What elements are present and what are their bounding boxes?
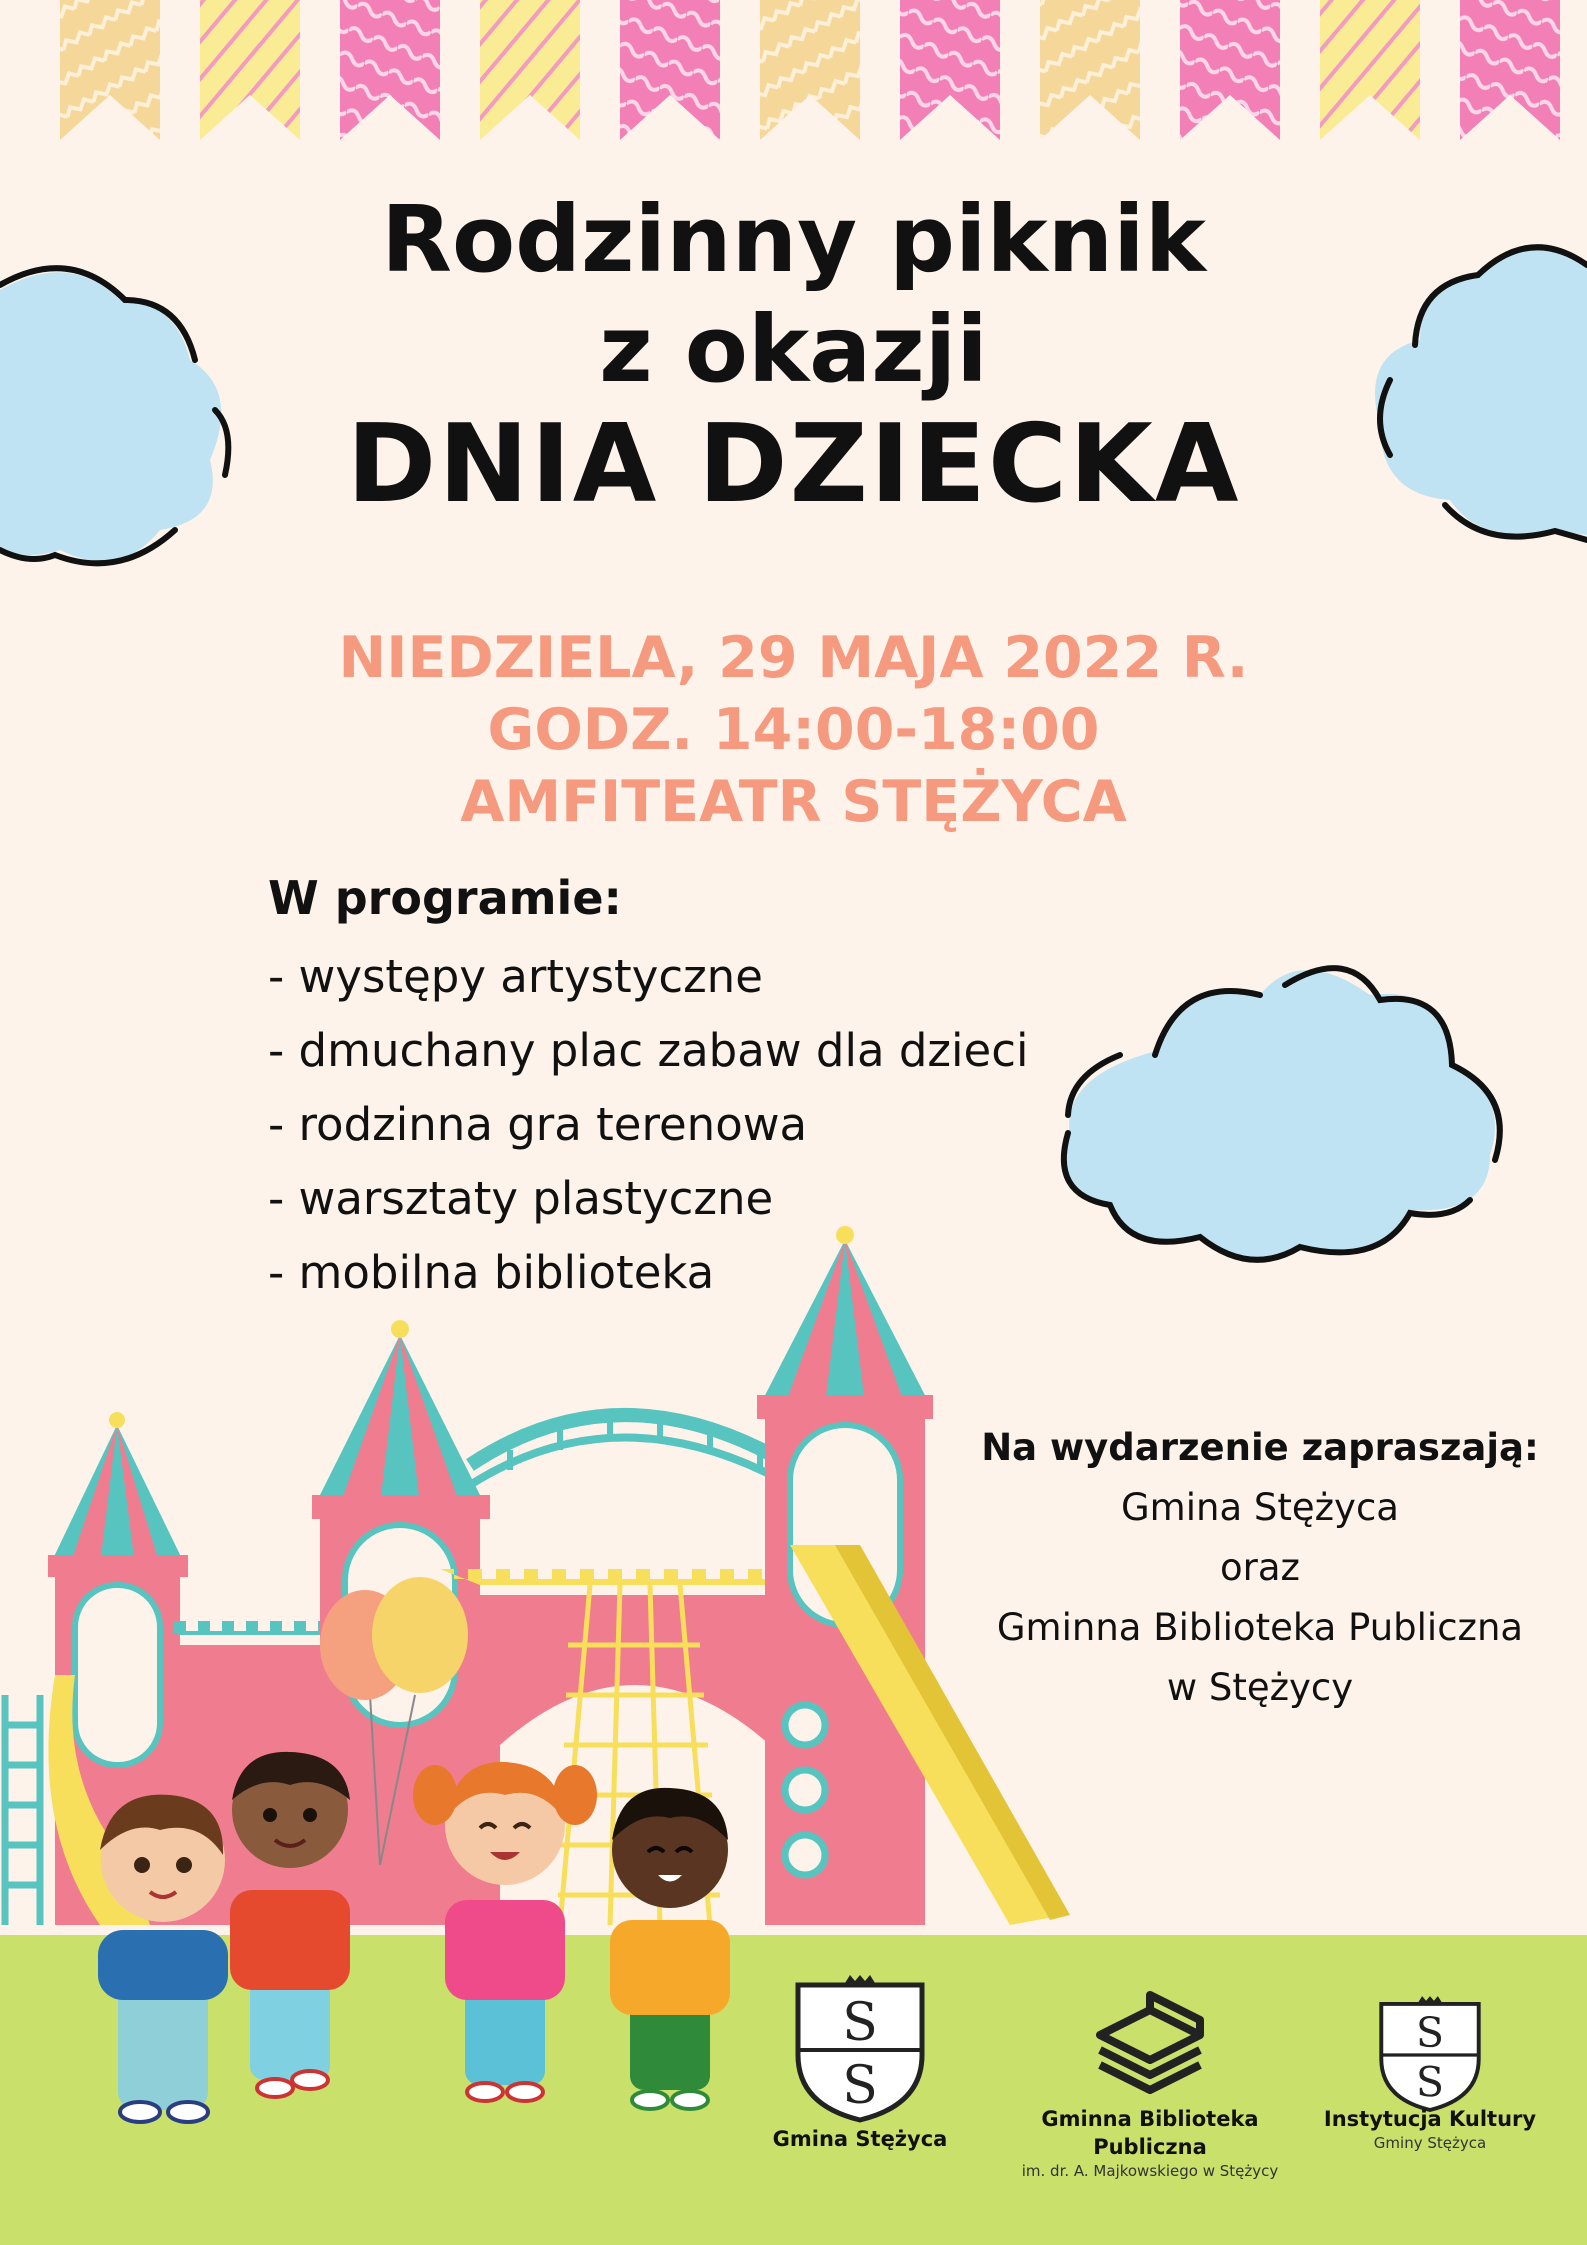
flag — [760, 0, 860, 140]
organizers-block — [940, 1418, 1580, 1718]
child-figure — [610, 1788, 730, 2109]
logo-subtitle: Gminy Stężyca — [1373, 2134, 1487, 2152]
flag — [340, 0, 440, 140]
program-item: - warsztaty plastyczne — [268, 1172, 774, 1225]
title-line-2: z okazji — [599, 296, 988, 403]
logo-name: Gmina Stężyca — [772, 2127, 948, 2151]
flag — [480, 0, 580, 140]
flag — [1180, 0, 1280, 140]
program-item: - mobilna biblioteka — [268, 1246, 715, 1299]
logo-name: Instytucja Kultury — [1323, 2107, 1537, 2131]
logo-caption-library — [990, 2105, 1310, 2181]
flag — [1460, 0, 1560, 140]
flag — [200, 0, 300, 140]
coat-of-arms-icon — [790, 1975, 930, 2125]
children-illustration — [60, 1740, 760, 2130]
event-details — [0, 622, 1587, 838]
event-place: AMFITEATR STĘŻYCA — [460, 769, 1127, 835]
logo-caption-culture — [1305, 2105, 1555, 2153]
organizer-line: w Stężycy — [1166, 1666, 1354, 1709]
child-figure — [98, 1795, 228, 2122]
organizers-heading: Na wydarzenie zapraszają: — [981, 1426, 1539, 1469]
child-figure — [413, 1762, 597, 2101]
flag — [900, 0, 1000, 140]
flag — [620, 0, 720, 140]
logo-caption-gmina — [745, 2125, 975, 2153]
logo-name: Gminna Biblioteka Publiczna — [1041, 2107, 1259, 2159]
program-item: - rodzinna gra terenowa — [268, 1098, 808, 1151]
program-item: - dmuchany plac zabaw dla dzieci — [268, 1024, 1029, 1077]
poster-title — [0, 185, 1587, 525]
event-time: GODZ. 14:00-18:00 — [487, 697, 1100, 763]
title-line-3: DNIA DZIECKA — [346, 402, 1241, 527]
bunting-decoration — [0, 0, 1587, 160]
svg-text:S: S — [842, 1993, 878, 2053]
child-figure — [230, 1752, 350, 2097]
svg-text:S: S — [1416, 2009, 1444, 2058]
organizer-line: Gmina Stężyca — [1121, 1486, 1399, 1529]
program-item: - występy artystyczne — [268, 950, 763, 1003]
organizer-line: Gminna Biblioteka Publiczna — [996, 1606, 1524, 1649]
event-date: NIEDZIELA, 29 MAJA 2022 R. — [338, 625, 1249, 691]
logo-subtitle: im. dr. A. Majkowskiego w Stężycy — [1021, 2162, 1279, 2180]
flag — [1320, 0, 1420, 140]
books-icon — [1090, 1990, 1210, 2100]
title-line-1: Rodzinny piknik — [381, 186, 1206, 293]
program-heading: W programie: — [268, 871, 622, 925]
svg-text:S: S — [842, 2056, 878, 2116]
flag — [1040, 0, 1140, 140]
organizer-line: oraz — [1220, 1546, 1300, 1589]
cloud-middle-icon — [1050, 955, 1510, 1285]
coat-of-arms-icon — [1375, 1995, 1485, 2115]
svg-text:S: S — [1416, 2058, 1444, 2107]
flag — [60, 0, 160, 140]
